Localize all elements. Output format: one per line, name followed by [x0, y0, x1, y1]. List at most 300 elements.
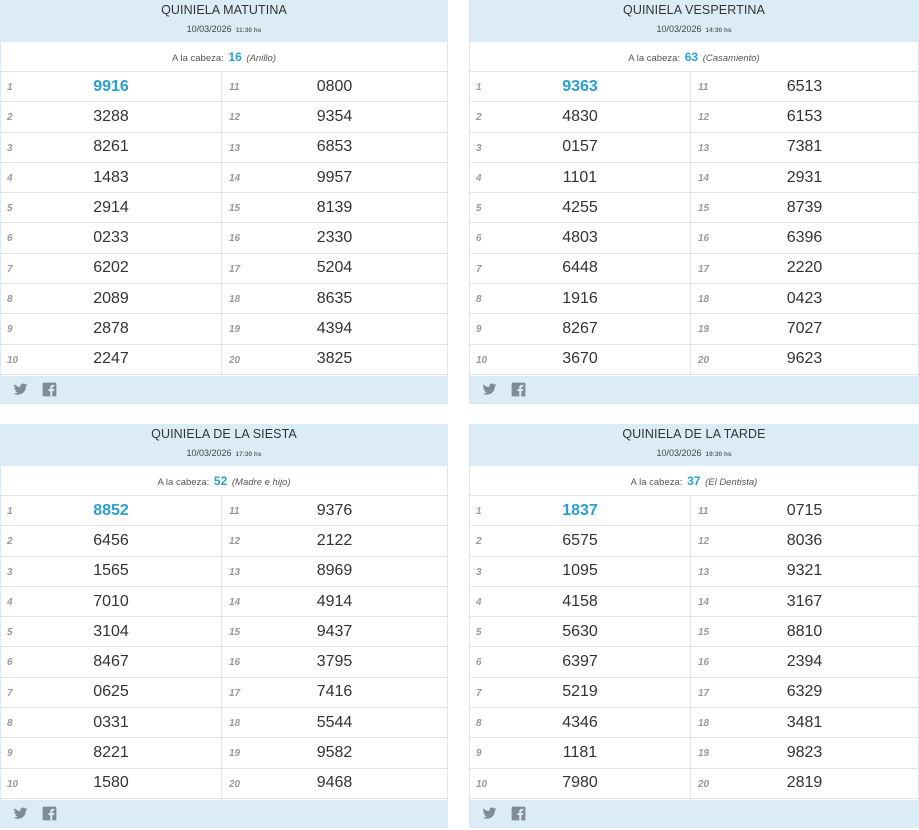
result-number: 9363 — [562, 77, 598, 95]
result-position: 8 — [7, 294, 13, 306]
result-position: 9 — [7, 324, 13, 336]
result-position: 10 — [7, 778, 19, 790]
result-row — [222, 617, 447, 647]
result-row — [1, 284, 221, 314]
result-number: 8139 — [316, 198, 353, 216]
result-row — [470, 284, 690, 314]
result-row — [1, 102, 221, 132]
result-number: 8261 — [93, 138, 129, 156]
result-number: 4158 — [562, 592, 598, 610]
quiniela-card — [469, 0, 919, 404]
result-row — [691, 738, 918, 768]
twitter-icon[interactable] — [13, 382, 28, 397]
result-number: 1837 — [562, 501, 598, 519]
result-row — [470, 314, 690, 344]
result-position: 18 — [229, 294, 241, 306]
result-number: 4830 — [562, 107, 598, 125]
result-row — [691, 163, 918, 193]
result-position: 12 — [229, 536, 241, 548]
result-number: 8852 — [93, 501, 129, 519]
result-position: 6 — [476, 233, 482, 245]
result-row — [222, 72, 447, 102]
result-row — [470, 647, 690, 677]
twitter-icon[interactable] — [482, 382, 497, 397]
cabeza-row — [470, 42, 918, 72]
result-row — [691, 769, 918, 799]
card-header — [470, 424, 918, 466]
result-row — [222, 284, 447, 314]
result-number: 8267 — [562, 320, 598, 338]
result-row — [1, 345, 221, 375]
result-row — [1, 647, 221, 677]
result-number: 7010 — [93, 592, 129, 610]
result-number: 9823 — [786, 744, 823, 762]
result-position: 12 — [698, 536, 710, 548]
result-number: 7980 — [562, 774, 598, 792]
result-row — [470, 223, 690, 253]
result-position: 17 — [229, 687, 241, 699]
card-footer — [1, 800, 447, 827]
result-position: 11 — [229, 506, 240, 517]
result-number: 2247 — [93, 350, 129, 368]
cabeza-row — [470, 466, 918, 496]
result-row — [691, 678, 918, 708]
result-position: 11 — [229, 82, 240, 93]
draw-time: 17:30 hs — [235, 451, 262, 458]
results-column-right — [691, 72, 918, 375]
quiniela-card — [0, 0, 448, 404]
result-number: 0800 — [316, 77, 353, 95]
result-number: 3104 — [93, 622, 129, 640]
result-position: 14 — [698, 596, 710, 608]
result-position: 17 — [698, 687, 710, 699]
result-number: 2089 — [93, 289, 129, 307]
result-position: 7 — [476, 263, 482, 275]
result-position: 2 — [7, 536, 13, 548]
result-row — [691, 557, 918, 587]
result-row — [691, 223, 918, 253]
results-grid — [470, 496, 918, 799]
result-position: 16 — [229, 233, 241, 245]
result-number: 4255 — [562, 198, 598, 216]
cabeza-label: A la cabeza: — [157, 477, 210, 488]
result-row — [222, 314, 447, 344]
results-column-right — [222, 496, 447, 799]
result-row — [1, 769, 221, 799]
result-number: 2819 — [786, 774, 823, 792]
result-position: 3 — [476, 142, 482, 154]
result-row — [1, 557, 221, 587]
result-number: 3670 — [562, 350, 598, 368]
result-number: 5204 — [316, 259, 353, 277]
quiniela-card — [469, 424, 919, 828]
result-position: 19 — [229, 324, 241, 336]
result-row — [222, 526, 447, 556]
result-row — [1, 133, 221, 163]
result-row — [222, 496, 447, 526]
result-number: 0423 — [786, 289, 823, 307]
result-number: 8221 — [93, 744, 129, 762]
result-number: 1101 — [562, 168, 598, 186]
result-position: 2 — [7, 112, 13, 124]
result-row — [1, 254, 221, 284]
result-position: 12 — [698, 112, 710, 124]
result-number: 7381 — [786, 138, 823, 156]
result-position: 9 — [476, 748, 482, 760]
result-row — [691, 496, 918, 526]
result-position: 13 — [698, 142, 710, 154]
result-number: 2914 — [93, 198, 129, 216]
quiniela-card — [0, 424, 448, 828]
result-number: 2330 — [316, 229, 353, 247]
result-position: 18 — [698, 718, 710, 730]
results-column-left — [470, 72, 691, 375]
result-number: 4346 — [562, 713, 598, 731]
result-row — [691, 254, 918, 284]
results-grid — [1, 72, 447, 375]
result-row — [470, 254, 690, 284]
result-row — [470, 163, 690, 193]
result-number: 6153 — [786, 107, 823, 125]
result-row — [691, 72, 918, 102]
result-position: 6 — [7, 233, 13, 245]
result-number: 0331 — [93, 713, 129, 731]
result-row — [1, 526, 221, 556]
result-row — [470, 708, 690, 738]
result-position: 8 — [7, 718, 13, 730]
result-position: 16 — [698, 657, 710, 669]
result-position: 12 — [229, 112, 241, 124]
draw-date-value: 10/03/2026 — [186, 448, 232, 458]
result-number: 4803 — [562, 229, 598, 247]
result-row — [1, 678, 221, 708]
facebook-icon[interactable] — [511, 382, 526, 397]
result-position: 2 — [476, 536, 482, 548]
result-row — [222, 345, 447, 375]
result-position: 20 — [229, 778, 241, 790]
result-position: 7 — [7, 687, 13, 699]
draw-date — [1, 24, 447, 36]
cabeza-number: 63 — [684, 50, 699, 64]
draw-date — [470, 24, 918, 36]
result-number: 6202 — [93, 259, 129, 277]
result-number: 9468 — [316, 774, 353, 792]
results-column-left — [1, 496, 222, 799]
result-number: 2122 — [316, 531, 353, 549]
result-row — [1, 72, 221, 102]
result-number: 8467 — [93, 653, 129, 671]
result-number: 2220 — [786, 259, 823, 277]
result-number: 9623 — [786, 350, 823, 368]
result-number: 8036 — [786, 531, 823, 549]
result-number: 1580 — [93, 774, 129, 792]
result-number: 2394 — [786, 653, 823, 671]
facebook-icon[interactable] — [42, 806, 57, 821]
result-number: 9321 — [786, 562, 823, 580]
twitter-icon[interactable] — [482, 806, 497, 821]
result-position: 17 — [229, 263, 241, 275]
result-position: 5 — [476, 203, 482, 215]
result-row — [691, 617, 918, 647]
cabeza-number: 16 — [228, 50, 242, 64]
result-position: 7 — [476, 687, 482, 699]
result-position: 13 — [229, 566, 241, 578]
draw-date-value: 10/03/2026 — [656, 448, 702, 458]
result-number: 3288 — [93, 107, 129, 125]
result-position: 4 — [476, 596, 482, 608]
result-position: 2 — [476, 112, 482, 124]
result-number: 5219 — [562, 683, 598, 701]
result-position: 8 — [476, 718, 482, 730]
card-title: QUINIELA MATUTINA — [161, 3, 287, 17]
cabeza-number: 37 — [687, 474, 701, 488]
result-position: 16 — [229, 657, 241, 669]
result-position: 20 — [229, 354, 241, 366]
result-number: 7416 — [316, 683, 353, 701]
result-row — [1, 163, 221, 193]
results-grid — [1, 496, 447, 799]
result-number: 4394 — [316, 320, 353, 338]
result-row — [691, 193, 918, 223]
draw-date-value: 10/03/2026 — [656, 24, 702, 34]
result-number: 9354 — [316, 107, 353, 125]
result-position: 14 — [229, 596, 241, 608]
result-row — [1, 587, 221, 617]
result-row — [470, 345, 690, 375]
result-number: 1095 — [562, 562, 598, 580]
result-number: 9437 — [316, 622, 353, 640]
card-footer — [470, 376, 918, 403]
cabeza-meaning: (Anillo) — [246, 53, 276, 64]
result-position: 15 — [698, 627, 710, 639]
result-number: 6397 — [562, 653, 598, 671]
result-position: 16 — [698, 233, 710, 245]
result-position: 18 — [698, 294, 710, 306]
result-row — [222, 738, 447, 768]
draw-time: 19:30 hs — [705, 451, 732, 458]
result-row — [222, 193, 447, 223]
result-row — [470, 72, 690, 102]
result-row — [470, 526, 690, 556]
result-row — [470, 496, 690, 526]
result-number: 8810 — [786, 622, 823, 640]
result-position: 3 — [7, 566, 13, 578]
draw-time: 11:30 hs — [235, 27, 262, 34]
result-row — [1, 314, 221, 344]
card-header — [470, 0, 918, 42]
card-footer — [470, 800, 918, 827]
result-position: 1 — [7, 506, 13, 517]
draw-time: 14:30 hs — [705, 27, 732, 34]
result-row — [691, 708, 918, 738]
result-row — [1, 496, 221, 526]
result-position: 9 — [476, 324, 482, 336]
result-row — [691, 647, 918, 677]
result-number: 1483 — [93, 168, 129, 186]
card-title: QUINIELA VESPERTINA — [623, 3, 765, 17]
cabeza-meaning: (El Dentista) — [705, 477, 758, 488]
result-row — [470, 557, 690, 587]
result-number: 3825 — [316, 350, 353, 368]
result-position: 11 — [698, 82, 709, 93]
result-number: 9916 — [93, 77, 129, 95]
result-row — [1, 708, 221, 738]
result-position: 3 — [476, 566, 482, 578]
results-column-right — [691, 496, 918, 799]
result-row — [470, 102, 690, 132]
result-number: 3481 — [786, 713, 823, 731]
result-position: 1 — [476, 506, 482, 517]
result-position: 5 — [7, 627, 13, 639]
result-position: 15 — [229, 203, 241, 215]
result-row — [691, 587, 918, 617]
result-number: 6396 — [786, 229, 823, 247]
result-row — [470, 617, 690, 647]
result-row — [222, 647, 447, 677]
result-row — [222, 587, 447, 617]
result-position: 18 — [229, 718, 241, 730]
result-row — [470, 769, 690, 799]
result-position: 5 — [7, 203, 13, 215]
card-title: QUINIELA DE LA TARDE — [622, 427, 766, 441]
result-row — [470, 587, 690, 617]
cabeza-meaning: (Madre e hijo) — [231, 477, 291, 488]
cabeza-row — [1, 466, 447, 496]
result-number: 3795 — [316, 653, 353, 671]
result-position: 1 — [476, 82, 482, 93]
result-position: 10 — [476, 778, 488, 790]
result-number: 9582 — [316, 744, 353, 762]
result-number: 4914 — [316, 592, 353, 610]
facebook-icon[interactable] — [42, 382, 57, 397]
result-row — [1, 193, 221, 223]
result-number: 1916 — [562, 289, 598, 307]
result-row — [222, 102, 447, 132]
result-position: 14 — [229, 172, 241, 184]
result-position: 10 — [7, 354, 19, 366]
result-row — [691, 314, 918, 344]
result-position: 10 — [476, 354, 488, 366]
result-row — [470, 738, 690, 768]
result-position: 9 — [7, 748, 13, 760]
result-number: 3167 — [786, 592, 823, 610]
result-row — [691, 102, 918, 132]
result-number: 6853 — [316, 138, 353, 156]
result-number: 2931 — [786, 168, 823, 186]
result-row — [691, 345, 918, 375]
card-footer — [1, 376, 447, 403]
card-header — [1, 424, 447, 466]
result-number: 5630 — [562, 622, 598, 640]
result-row — [222, 223, 447, 253]
result-position: 19 — [698, 748, 710, 760]
result-number: 0625 — [93, 683, 129, 701]
facebook-icon[interactable] — [511, 806, 526, 821]
result-row — [222, 133, 447, 163]
cabeza-number: 52 — [213, 474, 228, 488]
result-position: 3 — [7, 142, 13, 154]
draw-date — [470, 448, 918, 460]
cabeza-label: A la cabeza: — [628, 53, 681, 64]
result-number: 9957 — [316, 168, 353, 186]
card-title: QUINIELA DE LA SIESTA — [151, 427, 297, 441]
result-number: 6575 — [562, 531, 598, 549]
result-number: 6513 — [786, 77, 823, 95]
result-number: 1565 — [93, 562, 129, 580]
result-row — [1, 738, 221, 768]
result-number: 7027 — [786, 320, 823, 338]
result-position: 6 — [476, 657, 482, 669]
result-number: 6448 — [562, 259, 598, 277]
result-row — [222, 163, 447, 193]
results-column-left — [1, 72, 222, 375]
result-position: 20 — [698, 354, 710, 366]
result-row — [222, 557, 447, 587]
result-position: 5 — [476, 627, 482, 639]
result-row — [691, 284, 918, 314]
result-row — [1, 223, 221, 253]
result-position: 17 — [698, 263, 710, 275]
result-number: 1181 — [562, 744, 598, 762]
result-position: 15 — [698, 203, 710, 215]
cabeza-label: A la cabeza: — [172, 53, 224, 64]
draw-date-value: 10/03/2026 — [186, 24, 232, 34]
result-number: 9376 — [316, 501, 353, 519]
result-row — [222, 769, 447, 799]
result-position: 13 — [229, 142, 241, 154]
results-column-right — [222, 72, 447, 375]
result-position: 1 — [7, 82, 13, 93]
result-position: 13 — [698, 566, 710, 578]
result-position: 20 — [698, 778, 710, 790]
results-column-left — [470, 496, 691, 799]
result-position: 15 — [229, 627, 241, 639]
result-row — [222, 254, 447, 284]
result-position: 4 — [7, 172, 13, 184]
cabeza-meaning: (Casamiento) — [702, 53, 760, 64]
result-number: 0233 — [93, 229, 129, 247]
cabeza-row — [1, 42, 447, 72]
draw-date — [1, 448, 447, 460]
result-position: 19 — [229, 748, 241, 760]
result-number: 0715 — [786, 501, 823, 519]
result-number: 0157 — [562, 138, 598, 156]
result-position: 14 — [698, 172, 710, 184]
result-row — [222, 708, 447, 738]
result-row — [470, 193, 690, 223]
result-number: 8969 — [316, 562, 353, 580]
result-row — [691, 133, 918, 163]
result-position: 6 — [7, 657, 13, 669]
result-row — [470, 678, 690, 708]
result-position: 19 — [698, 324, 710, 336]
result-position: 7 — [7, 263, 13, 275]
result-row — [222, 678, 447, 708]
result-row — [691, 526, 918, 556]
result-number: 6329 — [786, 683, 823, 701]
result-row — [470, 133, 690, 163]
results-grid — [470, 72, 918, 375]
card-header — [1, 0, 447, 42]
result-number: 6456 — [93, 531, 129, 549]
result-number: 8635 — [316, 289, 353, 307]
cabeza-label: A la cabeza: — [630, 477, 683, 488]
result-position: 11 — [698, 506, 709, 517]
result-number: 5544 — [316, 713, 353, 731]
result-position: 4 — [476, 172, 482, 184]
twitter-icon[interactable] — [13, 806, 28, 821]
result-number: 2878 — [93, 320, 129, 338]
